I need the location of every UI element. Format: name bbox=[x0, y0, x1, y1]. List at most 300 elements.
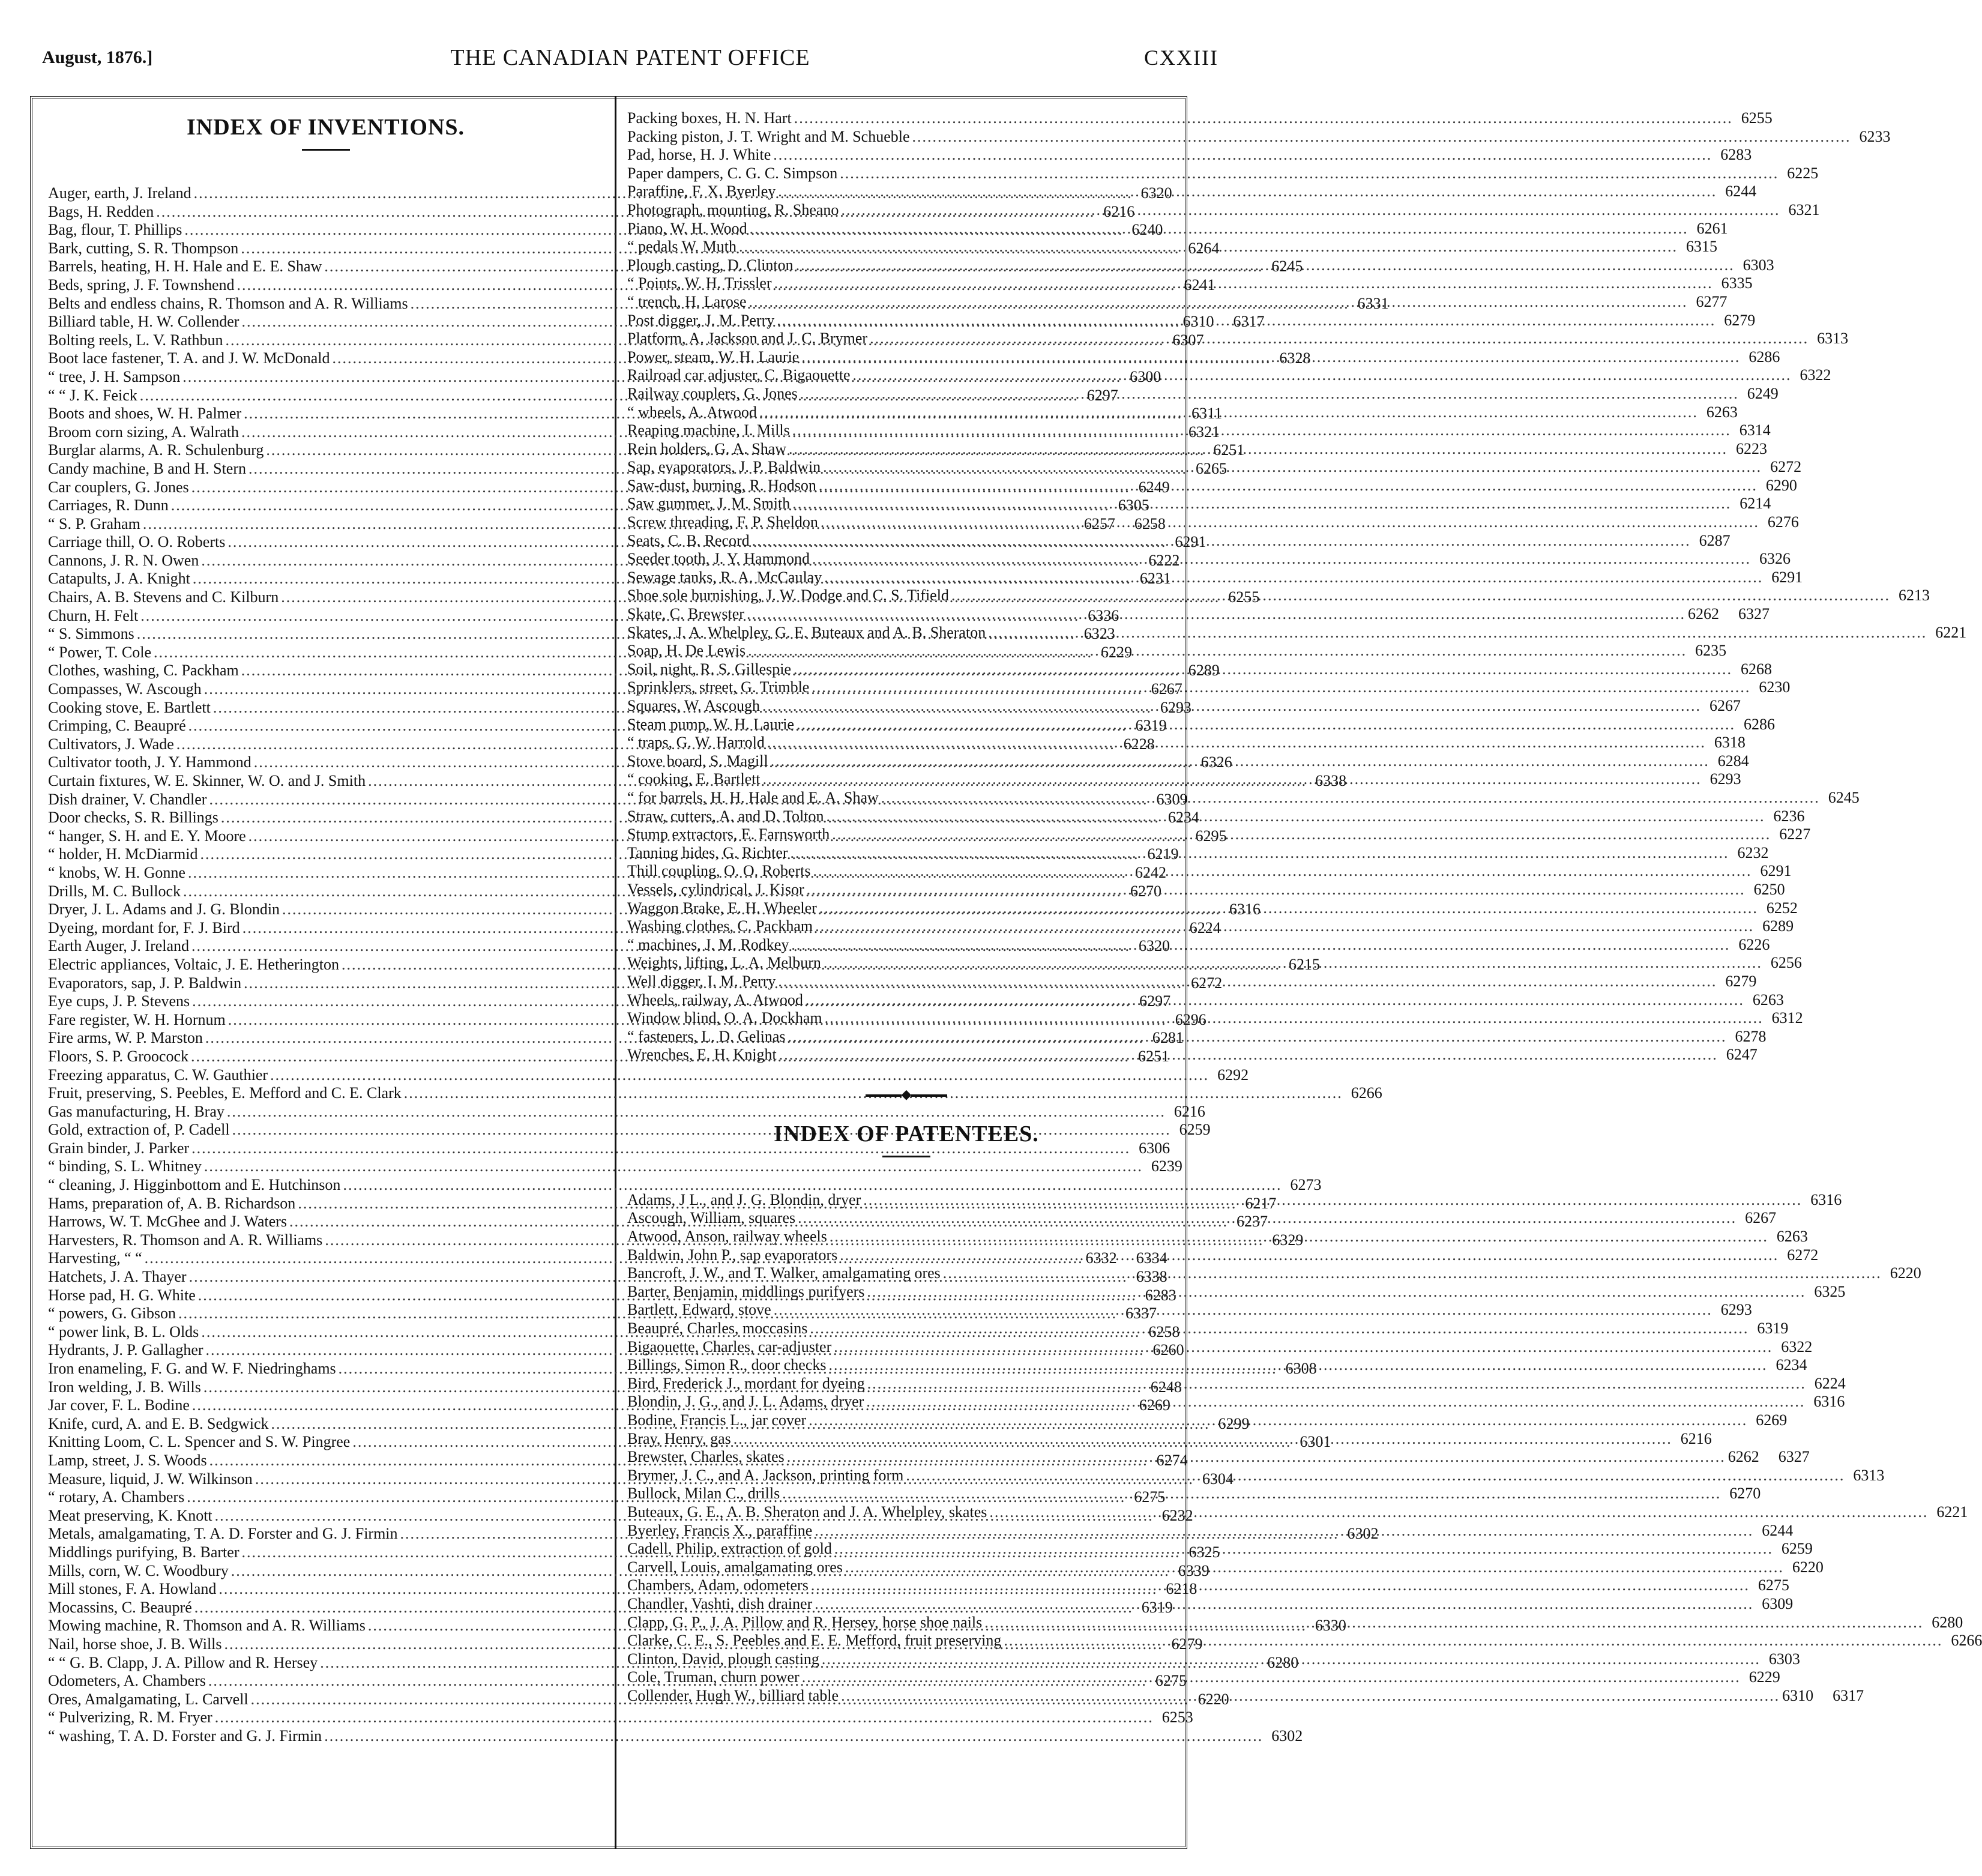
entry-number: 6229 bbox=[1749, 1668, 1780, 1686]
entry-text: Shoe sole burnishing, J. W. Dodge and C. S. Tifield bbox=[627, 587, 949, 605]
entry-number: 6326 bbox=[1759, 550, 1791, 568]
entry-number: 6231 bbox=[1139, 570, 1171, 588]
entry-text: Candy machine, B and H. Stern bbox=[48, 459, 246, 477]
entry-text: Harrows, W. T. McGhee and J. Waters bbox=[48, 1213, 287, 1231]
entry-text: Cole, Truman, churn power bbox=[627, 1668, 800, 1686]
entry-number: 6221 bbox=[1936, 1503, 1968, 1521]
entry-number: 6296 bbox=[1175, 1010, 1206, 1028]
entry-text: Fruit, preserving, S. Peebles, E. Mefford and C. E. Clark bbox=[48, 1084, 402, 1102]
entry-number: 6317 bbox=[1233, 313, 1265, 331]
entry-number: 6309 bbox=[1762, 1594, 1794, 1612]
entry-number: 6328 bbox=[1279, 349, 1311, 367]
page-header bbox=[42, 40, 1218, 76]
index-entry bbox=[627, 513, 1799, 532]
entry-text: Beaupré, Charles, moccasins bbox=[627, 1320, 808, 1338]
entry-text: Paper dampers, C. G. C. Simpson bbox=[627, 164, 838, 182]
entry-text: Brymer, J. C., and A. Jackson, printing form bbox=[627, 1466, 904, 1484]
entry-number: 6293 bbox=[1709, 770, 1741, 788]
index-entry bbox=[48, 1139, 1170, 1158]
entry-text: Broom corn sizing, A. Walrath bbox=[48, 423, 239, 441]
entry-text: “ S. Simmons bbox=[48, 625, 134, 643]
entry-text: Boot lace fastener, T. A. and J. W. McDonald bbox=[48, 349, 330, 367]
index-entry bbox=[48, 1066, 1249, 1085]
entry-number: 6251 bbox=[1213, 441, 1245, 459]
entry-text: Bags, H. Redden bbox=[48, 202, 154, 220]
entry-number: 6264 bbox=[1188, 239, 1220, 257]
index-entry bbox=[627, 807, 1805, 826]
dot-leader bbox=[812, 678, 1750, 697]
entry-text: Brewster, Charles, skates bbox=[627, 1448, 785, 1466]
entry-text: Squares, W. Ascough bbox=[627, 697, 760, 714]
entry-text: “ “ J. K. Feick bbox=[48, 386, 137, 404]
dot-leader bbox=[867, 1375, 1806, 1393]
entry-number: 6286 bbox=[1744, 715, 1776, 733]
dot-leader bbox=[821, 513, 1759, 532]
entry-number: 6302 bbox=[1271, 1727, 1303, 1745]
entry-number: 6244 bbox=[1725, 182, 1757, 201]
entry-number: 6234 bbox=[1776, 1356, 1807, 1374]
entry-number: 6222 bbox=[1148, 551, 1180, 569]
entry-number: 6307 bbox=[1172, 331, 1204, 349]
dot-leader bbox=[779, 1046, 1718, 1064]
entry-number: 6249 bbox=[1138, 478, 1170, 496]
entry-number: 6279 bbox=[1171, 1635, 1203, 1653]
entry-text: Weights, lifting, L. A. Melburn bbox=[627, 954, 821, 972]
entry-text: “ Power, T. Cole bbox=[48, 643, 152, 661]
entry-number: 6329 bbox=[1272, 1231, 1304, 1249]
entry-text: Middlings purifying, B. Barter bbox=[48, 1543, 239, 1561]
entry-text: Bigaouette, Charles, car-adjuster bbox=[627, 1338, 832, 1356]
entry-text: Drills, M. C. Bullock bbox=[48, 882, 181, 900]
entry-number: 6213 bbox=[1898, 587, 1930, 605]
entry-text: Electric appliances, Voltaic, J. E. Hetherington bbox=[48, 955, 339, 973]
entry-text: “ pedals W. Muth bbox=[627, 238, 736, 256]
entry-text: Dyeing, mordant for, F. J. Bird bbox=[48, 918, 240, 936]
dot-leader bbox=[747, 605, 1685, 624]
entry-number: 6304 bbox=[1202, 1470, 1233, 1488]
entry-number: 6224 bbox=[1814, 1374, 1846, 1392]
entry-text: “ traps, G. W. Harrold bbox=[627, 734, 765, 752]
entry-number: 6306 bbox=[1139, 1139, 1170, 1157]
entry-text: Bancroft, J. W., and T. Walker, amalgamating ores bbox=[627, 1264, 941, 1282]
entry-text: “ binding, S. L. Whitney bbox=[48, 1157, 202, 1175]
dot-leader bbox=[830, 1228, 1768, 1246]
entry-number: 6312 bbox=[1771, 1009, 1803, 1027]
entry-number: 6245 bbox=[1828, 788, 1860, 806]
index-entry bbox=[627, 1046, 1758, 1064]
dot-leader bbox=[777, 312, 1715, 330]
entry-number: 6258 bbox=[1134, 514, 1166, 532]
inventions-heading: INDEX OF INVENTIONS. bbox=[186, 115, 465, 140]
entry-text: “ trench, H. Larose bbox=[627, 292, 747, 310]
entry-text: Photograph, mounting, R. Sheano bbox=[627, 201, 839, 219]
entry-text: Ores, Amalgamating, L. Carvell bbox=[48, 1690, 249, 1708]
entry-text: Mills, corn, W. C. Woodbury bbox=[48, 1561, 229, 1579]
entry-number: 6287 bbox=[1699, 531, 1730, 549]
entry-text: Sap, evaporators, J. P. Baldwin bbox=[627, 458, 821, 476]
dot-leader bbox=[1004, 1632, 1942, 1650]
entry-number: 6275 bbox=[1134, 1488, 1166, 1506]
entry-text: Knitting Loom, C. L. Spencer and S. W. Pingree bbox=[48, 1433, 351, 1451]
entry-number: 6319 bbox=[1757, 1320, 1789, 1338]
entry-text: “ powers, G. Gibson bbox=[48, 1304, 176, 1323]
index-entry bbox=[627, 109, 1773, 128]
dot-leader bbox=[791, 844, 1729, 863]
entry-number: 6322 bbox=[1781, 1338, 1813, 1356]
page-number: CXXIII bbox=[1144, 46, 1218, 70]
entry-number: 6267 bbox=[1151, 680, 1182, 698]
entry-text: Chairs, A. B. Stevens and C. Kilburn bbox=[48, 588, 279, 606]
entry-secondary-number: 6332 bbox=[1085, 1249, 1117, 1267]
entry-number: 6226 bbox=[1738, 935, 1770, 953]
entry-number: 6259 bbox=[1781, 1540, 1813, 1558]
entry-number: 6321 bbox=[1188, 423, 1220, 441]
entry-number: 6291 bbox=[1771, 568, 1803, 586]
entry-number: 6220 bbox=[1197, 1690, 1229, 1708]
entry-text: Barrels, heating, H. H. Hale and E. E. Shaw bbox=[48, 258, 322, 276]
entry-number: 6316 bbox=[1810, 1190, 1842, 1208]
entry-text: Plough casting, D. Clinton bbox=[627, 256, 794, 274]
entry-number: 6289 bbox=[1188, 662, 1220, 680]
entry-text: Wrenches, E. H. Knight bbox=[627, 1046, 777, 1064]
dot-leader bbox=[829, 1356, 1768, 1375]
dot-leader bbox=[787, 1448, 1726, 1467]
dot-leader bbox=[215, 1709, 1154, 1727]
dot-leader bbox=[988, 624, 1927, 642]
entry-number: 6300 bbox=[1130, 367, 1161, 385]
entry-number: 6321 bbox=[1788, 201, 1820, 219]
entry-number: 6220 bbox=[1890, 1264, 1921, 1282]
entry-text: Tanning hides, G. Richter bbox=[627, 843, 788, 861]
entry-number: 6322 bbox=[1800, 366, 1831, 384]
entry-text: Reaping machine, I. Mills bbox=[627, 421, 790, 439]
entry-text: Harvesters, R. Thomson and A. R. Williams bbox=[48, 1231, 323, 1249]
entry-text: Sprinklers, street, G. Trimble bbox=[627, 678, 810, 696]
dot-leader bbox=[826, 807, 1765, 826]
entry-text: “ machines, J. M. Rodkey bbox=[627, 935, 789, 953]
entry-number: 6245 bbox=[1271, 258, 1303, 276]
entry-number: 6267 bbox=[1709, 697, 1741, 714]
entry-number: 6263 bbox=[1776, 1228, 1808, 1246]
index-entry bbox=[627, 678, 1791, 697]
entry-text: “ cooking, E. Bartlett bbox=[627, 770, 761, 788]
dot-leader bbox=[810, 1320, 1749, 1338]
entry-text: Clarke, C. E., S. Peebles and E. E. Mefford, fruit preserving bbox=[627, 1632, 1002, 1650]
index-entry bbox=[627, 991, 1784, 1010]
entry-text: Measure, liquid, J. W. Wilkinson bbox=[48, 1470, 253, 1488]
entry-text: Horse pad, H. G. White bbox=[48, 1286, 196, 1304]
dot-leader bbox=[750, 220, 1688, 238]
entry-number: 6330 bbox=[1315, 1617, 1346, 1635]
entry-text: Crimping, C. Beaupré bbox=[48, 717, 186, 735]
entry-number: 6242 bbox=[1134, 863, 1166, 881]
entry-text: Carvell, Louis, amalgamating ores bbox=[627, 1558, 843, 1576]
index-entry bbox=[627, 1503, 1968, 1522]
entry-text: Soil, night, R. S. Gillespie bbox=[627, 660, 792, 678]
entry-number: 6323 bbox=[1083, 625, 1115, 643]
entry-text: Catapults, J. A. Knight bbox=[48, 570, 190, 588]
index-entry bbox=[627, 1448, 1810, 1467]
entry-text: Seats, C. B. Record bbox=[627, 531, 750, 549]
entry-number: 6302 bbox=[1347, 1525, 1379, 1543]
entry-number: 6331 bbox=[1357, 294, 1389, 312]
entry-text: Power, steam, W. H. Laurie bbox=[627, 348, 800, 366]
index-entry bbox=[627, 476, 1797, 495]
entry-number: 6256 bbox=[1770, 954, 1802, 972]
entry-text: Fare register, W. H. Hornum bbox=[48, 1010, 226, 1028]
entry-number: 6216 bbox=[1103, 202, 1135, 220]
index-entry bbox=[627, 1246, 1819, 1265]
entry-number: 6223 bbox=[1736, 439, 1768, 457]
entry-number: 6305 bbox=[1118, 496, 1149, 514]
entry-number: 6217 bbox=[1245, 1194, 1277, 1212]
entry-text: Freezing apparatus, C. W. Gauthier bbox=[48, 1066, 268, 1084]
entry-text: “ for barrels, H. H. Hale and E. A. Shaw bbox=[627, 788, 879, 806]
entry-number: 6276 bbox=[1767, 513, 1799, 531]
entry-number: 6289 bbox=[1762, 917, 1794, 935]
dot-leader bbox=[906, 1467, 1845, 1485]
index-entry bbox=[627, 1320, 1789, 1338]
entry-text: Stump extractors, E. Farnsworth bbox=[627, 825, 830, 843]
entry-number: 6216 bbox=[1173, 1102, 1205, 1120]
entry-number: 6218 bbox=[1166, 1580, 1197, 1598]
index-entry bbox=[48, 1084, 1382, 1103]
entry-text: Dish drainer, V. Chandler bbox=[48, 790, 207, 808]
entry-text: “ cleaning, J. Higginbottom and E. Hutchinson bbox=[48, 1176, 341, 1194]
entry-number: 6270 bbox=[1729, 1485, 1761, 1503]
entry-text: Post digger, J. M. Perry bbox=[627, 311, 775, 329]
index-entry bbox=[627, 384, 1779, 403]
dot-leader bbox=[788, 1028, 1727, 1046]
index-entry bbox=[627, 642, 1727, 660]
entry-text: Odometers, A. Chambers bbox=[48, 1672, 206, 1690]
dot-leader bbox=[819, 899, 1758, 918]
entry-number: 6268 bbox=[1741, 660, 1773, 678]
entry-text: Atwood, Anson, railway wheels bbox=[627, 1228, 827, 1246]
entry-text: Bodine, Francis L., jar cover bbox=[627, 1411, 807, 1429]
entry-text: Paraffine, F. X. Byerley bbox=[627, 182, 776, 201]
entry-secondary-number: 6310 bbox=[1182, 313, 1214, 331]
dot-leader bbox=[825, 1009, 1764, 1028]
entry-number: 6326 bbox=[1200, 753, 1232, 771]
entry-secondary-number: 6310 bbox=[1782, 1686, 1814, 1704]
dot-leader bbox=[824, 569, 1763, 587]
entry-number: 6233 bbox=[1859, 127, 1891, 145]
entry-number: 6247 bbox=[1726, 1046, 1758, 1064]
index-entry bbox=[627, 127, 1891, 146]
entry-text: Clapp, G. P., J. A. Pillow and R. Hersey, horse shoe nails bbox=[627, 1613, 983, 1631]
entry-text: Steam pump, W. H. Laurie bbox=[627, 715, 795, 733]
entry-text: Earth Auger, J. Ireland bbox=[48, 937, 190, 955]
entry-number: 6239 bbox=[1151, 1157, 1182, 1175]
dot-leader bbox=[870, 330, 1809, 348]
dot-leader bbox=[834, 1540, 1773, 1558]
entry-text: Grain binder, J. Parker bbox=[48, 1139, 190, 1157]
entry-number: 6327 bbox=[1738, 605, 1770, 623]
dot-leader bbox=[752, 532, 1691, 550]
entry-text: Iron welding, J. B. Wills bbox=[48, 1378, 201, 1396]
entry-text: “ Pulverizing, R. M. Fryer bbox=[48, 1709, 212, 1727]
entry-text: Soap, H. De Lewis bbox=[627, 642, 746, 660]
index-entry bbox=[627, 697, 1741, 716]
entry-number: 6283 bbox=[1145, 1286, 1176, 1304]
dot-leader bbox=[832, 825, 1771, 844]
entry-text: “ fasteners, L. D. Gelinas bbox=[627, 1027, 786, 1045]
entry-text: Saw-dust, burning, R. Hodson bbox=[627, 476, 816, 494]
dot-leader bbox=[806, 991, 1744, 1010]
entry-number: 6258 bbox=[1148, 1323, 1180, 1341]
index-entry bbox=[627, 1282, 1846, 1301]
entry-number: 6235 bbox=[1695, 642, 1727, 660]
entry-number: 6260 bbox=[1152, 1341, 1184, 1359]
index-entry bbox=[627, 550, 1791, 569]
dot-leader bbox=[819, 477, 1758, 495]
index-entry bbox=[627, 366, 1831, 385]
entry-number: 6290 bbox=[1765, 476, 1797, 494]
entry-number: 6319 bbox=[1141, 1598, 1173, 1616]
index-entry bbox=[627, 715, 1776, 734]
entry-text: Adams, J L., and J. G. Blondin, dryer bbox=[627, 1190, 861, 1208]
entry-text: Rein holders, G. A. Shaw bbox=[627, 439, 787, 457]
entry-text: “ knobs, W. H. Gonne bbox=[48, 863, 185, 881]
entry-number: 6316 bbox=[1813, 1393, 1845, 1411]
entry-text: Harvesting, “ “ bbox=[48, 1249, 142, 1267]
entry-text: Screw threading, F. P. Sheldon bbox=[627, 513, 818, 531]
entry-number: 6228 bbox=[1123, 735, 1155, 753]
entry-number: 6263 bbox=[1752, 991, 1784, 1009]
entry-number: 6269 bbox=[1139, 1396, 1170, 1414]
entry-text: Saw gummer, J. M. Smith bbox=[627, 495, 791, 513]
entry-text: Beds, spring, J. F. Townshend bbox=[48, 276, 235, 294]
index-entry bbox=[48, 1157, 1182, 1176]
entry-text: Carriages, R. Dunn bbox=[48, 496, 169, 514]
dot-leader bbox=[759, 403, 1698, 422]
index-entry bbox=[48, 1102, 1205, 1121]
entry-text: Gas manufacturing, H. Bray bbox=[48, 1102, 224, 1120]
entry-text: “ power link, B. L. Olds bbox=[48, 1323, 199, 1341]
dot-leader bbox=[812, 550, 1751, 569]
dot-leader bbox=[798, 1209, 1737, 1228]
entry-number: 6303 bbox=[1743, 256, 1774, 274]
entry-number: 6236 bbox=[1773, 807, 1805, 825]
entry-number: 6272 bbox=[1770, 458, 1802, 476]
entry-number: 6220 bbox=[1792, 1558, 1824, 1576]
entry-number: 6327 bbox=[1778, 1448, 1810, 1466]
entry-text: Car couplers, G. Jones bbox=[48, 478, 189, 496]
dot-leader bbox=[984, 1614, 1923, 1632]
entry-text: Meat preserving, K. Knott bbox=[48, 1506, 212, 1524]
entry-number: 6339 bbox=[1178, 1561, 1209, 1579]
dot-leader bbox=[767, 734, 1706, 752]
dot-leader bbox=[324, 1727, 1263, 1746]
entry-number: 6252 bbox=[1766, 899, 1798, 917]
dot-leader bbox=[863, 1191, 1802, 1210]
index-entry bbox=[627, 568, 1803, 587]
index-entry bbox=[627, 495, 1771, 513]
dot-leader bbox=[840, 164, 1779, 183]
entry-number: 6320 bbox=[1139, 937, 1170, 955]
dot-leader bbox=[822, 1650, 1761, 1669]
entry-number: 6284 bbox=[1717, 752, 1749, 770]
entry-number: 6311 bbox=[1191, 405, 1223, 423]
dot-leader bbox=[813, 862, 1752, 881]
entry-text: Compasses, W. Ascough bbox=[48, 680, 202, 698]
entry-number: 6301 bbox=[1300, 1433, 1331, 1451]
entry-text: Dryer, J. L. Adams and J. G. Blondin bbox=[48, 900, 280, 918]
issue-date: August, 1876.] bbox=[42, 47, 153, 67]
entry-text: Baldwin, John P., sap evaporators bbox=[627, 1246, 838, 1264]
entry-number: 6227 bbox=[1779, 825, 1811, 843]
dot-leader bbox=[853, 366, 1792, 385]
dot-leader bbox=[782, 1485, 1721, 1503]
entry-number: 6279 bbox=[1725, 972, 1757, 990]
entry-text: Eye cups, J. P. Stevens bbox=[48, 992, 190, 1010]
index-entry bbox=[627, 623, 1967, 642]
entry-text: Bird, Frederick J., mordant for dyeing bbox=[627, 1374, 865, 1392]
entry-text: Platform, A. Jackson and J. C. Brymer bbox=[627, 330, 868, 348]
entry-number: 6281 bbox=[1152, 1029, 1184, 1047]
dot-leader bbox=[771, 752, 1709, 771]
entry-text: Straw, cutters, A. and D. Tolton bbox=[627, 807, 824, 825]
dot-leader bbox=[748, 642, 1687, 660]
entry-text: Window blind, O. A. Dockham bbox=[627, 1009, 822, 1027]
dot-leader bbox=[824, 954, 1762, 973]
entry-text: “ tree, J. H. Sampson bbox=[48, 367, 181, 385]
entry-number: 6232 bbox=[1737, 843, 1769, 861]
dot-leader bbox=[749, 293, 1688, 312]
dot-leader bbox=[796, 256, 1735, 275]
dot-leader bbox=[791, 936, 1730, 955]
entry-number: 6303 bbox=[1768, 1650, 1800, 1668]
entry-number: 6335 bbox=[1721, 274, 1753, 292]
entry-text: Bark, cutting, S. R. Thompson bbox=[48, 239, 239, 257]
entry-text: Nail, horse shoe, J. B. Wills bbox=[48, 1635, 222, 1653]
entry-number: 6272 bbox=[1787, 1246, 1819, 1264]
entry-text: Cultivators, J. Wade bbox=[48, 735, 174, 753]
index-entry bbox=[627, 182, 1757, 201]
entry-number: 6279 bbox=[1724, 311, 1756, 329]
entry-number: 6275 bbox=[1758, 1576, 1789, 1594]
entry-number: 6215 bbox=[1288, 955, 1320, 973]
entry-text: Metals, amalgamating, T. A. D. Forster and G. J. Firmin bbox=[48, 1525, 398, 1543]
entry-text: Cultivator tooth, J. Y. Hammond bbox=[48, 753, 252, 771]
entry-number: 6283 bbox=[1720, 146, 1752, 164]
entry-text: Auger, earth, J. Ireland bbox=[48, 184, 191, 202]
entry-text: “ holder, H. McDiarmid bbox=[48, 845, 198, 863]
entry-number: 6280 bbox=[1932, 1613, 1963, 1631]
entry-number: 6280 bbox=[1267, 1653, 1299, 1671]
entry-text: Washing clothes, C. Packham bbox=[627, 917, 813, 935]
entry-text: Chambers, Adam, odometers bbox=[627, 1576, 809, 1594]
dot-leader bbox=[989, 1503, 1928, 1522]
entry-number: 6286 bbox=[1749, 348, 1780, 366]
entry-number: 6273 bbox=[1290, 1176, 1322, 1194]
entry-text: Clothes, washing, C. Packham bbox=[48, 662, 239, 680]
entry-secondary-number: 6262 bbox=[1727, 1448, 1759, 1466]
entry-text: Cooking stove, E. Bartlett bbox=[48, 698, 211, 716]
entry-text: Curtain fixtures, W. E. Skinner, W. O. and J. Smith bbox=[48, 772, 366, 789]
journal-title: THE CANADIAN PATENT OFFICE bbox=[450, 45, 810, 70]
entry-number: 6274 bbox=[1156, 1451, 1188, 1469]
index-entry bbox=[627, 788, 1860, 808]
index-entry bbox=[627, 935, 1770, 955]
entry-number: 6320 bbox=[1140, 184, 1172, 202]
entry-text: Well digger, I. M. Perry bbox=[627, 972, 776, 990]
entry-number: 6315 bbox=[1686, 238, 1717, 256]
entry-text: Railway couplers, G. Jones bbox=[627, 384, 798, 402]
entry-number: 6299 bbox=[1218, 1414, 1250, 1432]
entry-number: 6253 bbox=[1161, 1709, 1193, 1727]
